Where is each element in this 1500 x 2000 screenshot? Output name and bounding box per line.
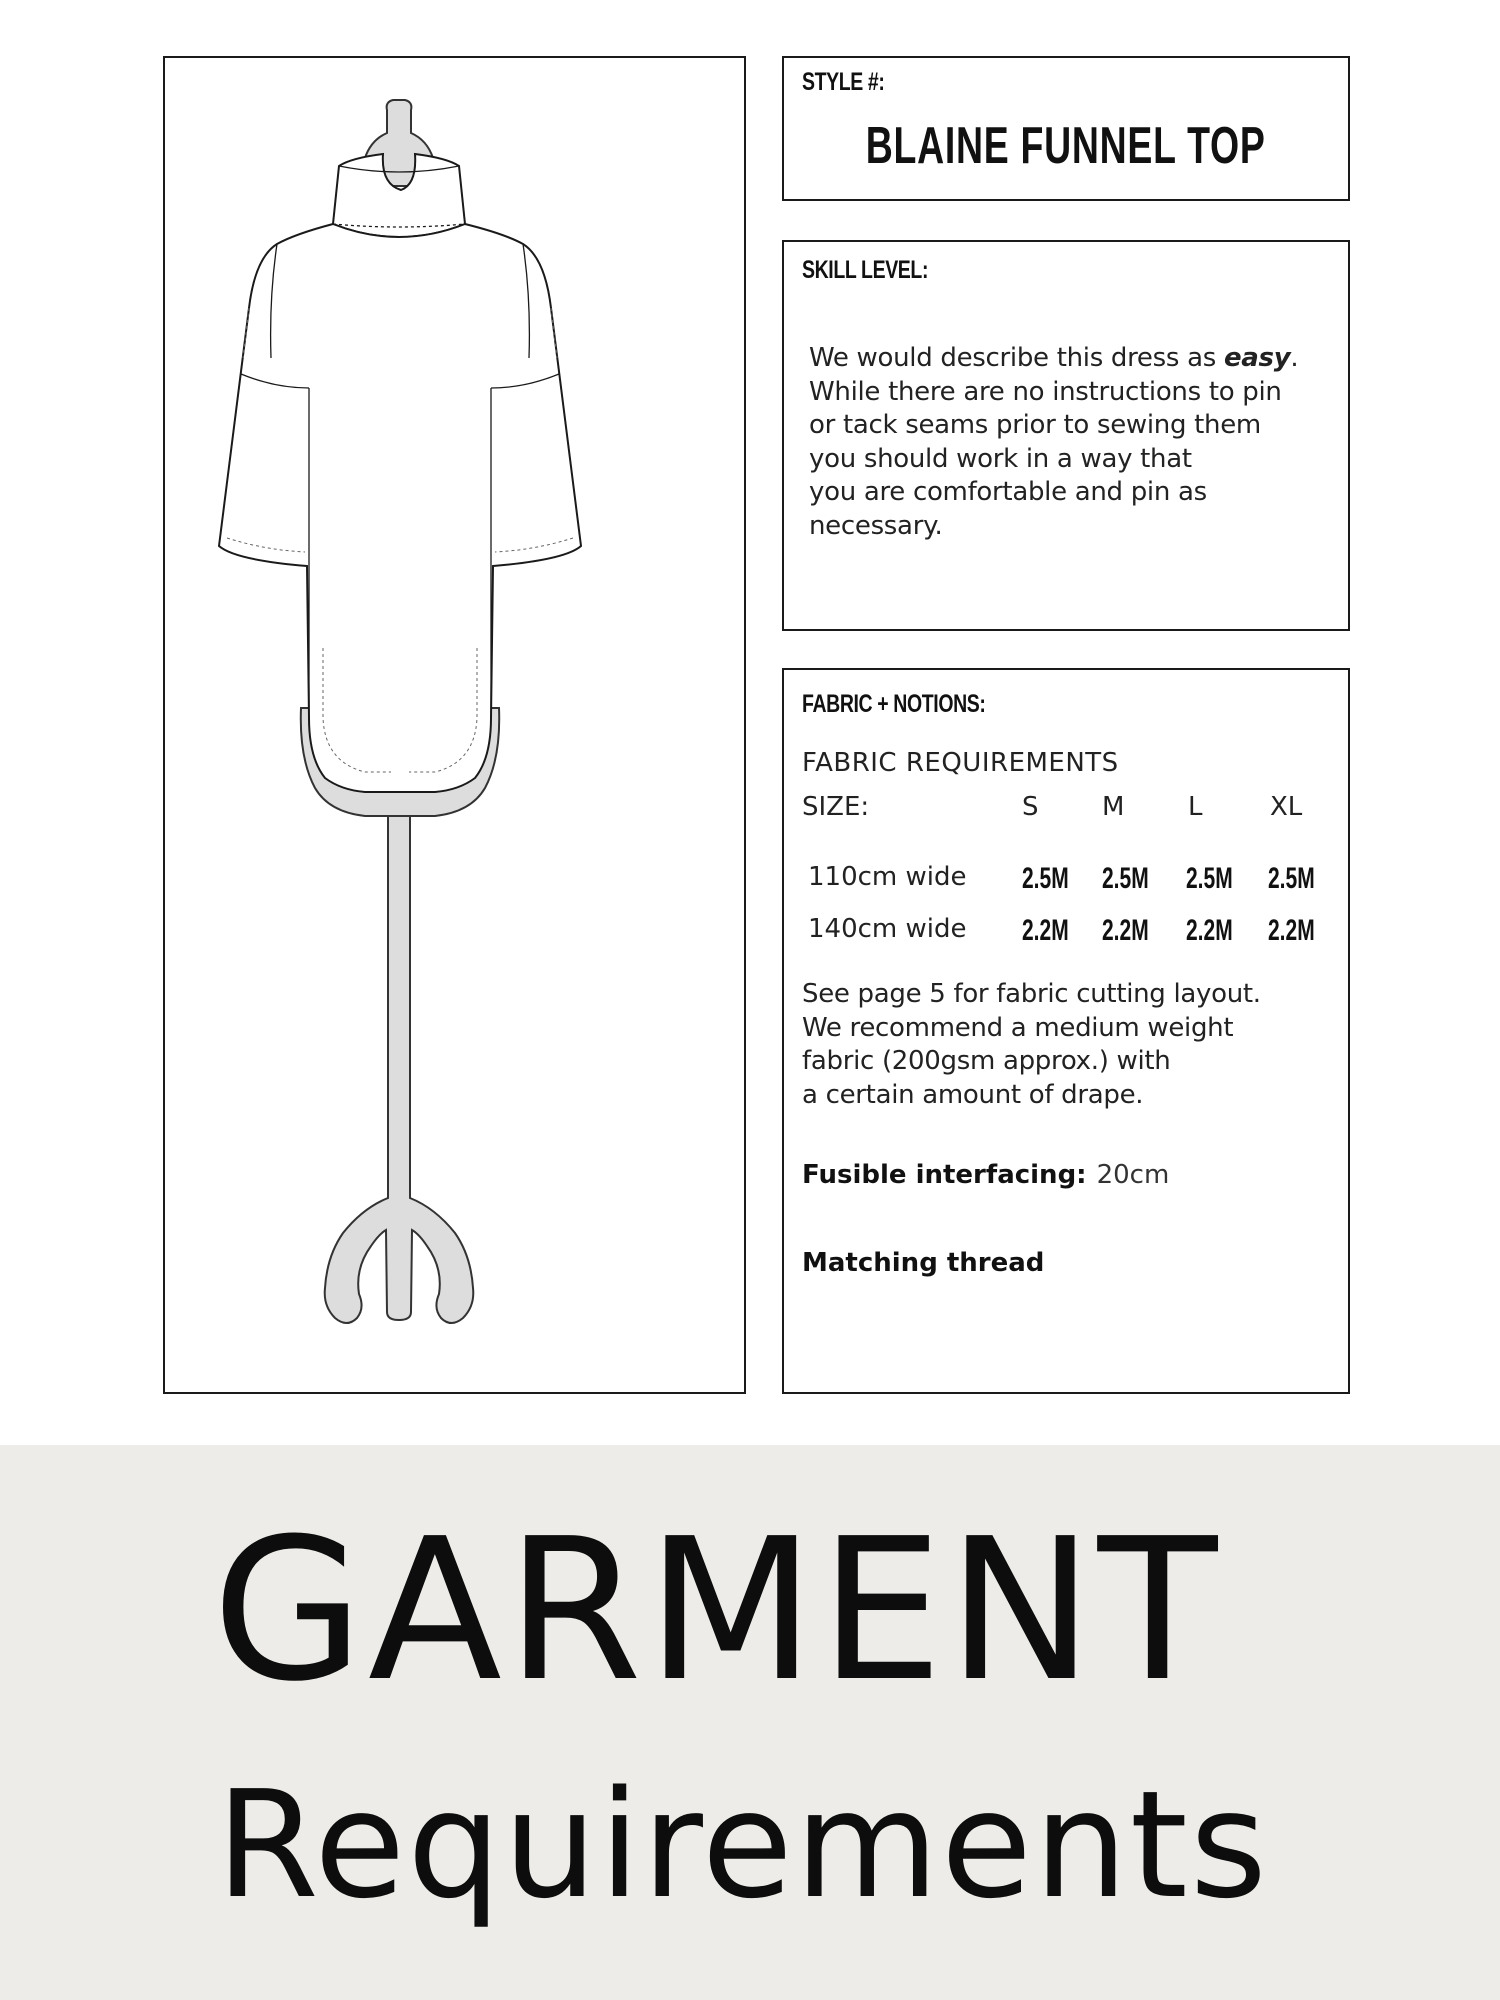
size-col-s: S — [1022, 792, 1039, 822]
thread-note: Matching thread — [802, 1248, 1045, 1278]
size-col-xl: XL — [1270, 792, 1303, 822]
fabric-note — [802, 978, 1342, 1112]
fabric-amount: 2.2M — [1022, 914, 1069, 947]
fabric-amount: 2.2M — [1186, 914, 1233, 947]
fabric-note-line: fabric (200gsm approx.) with — [802, 1046, 1171, 1076]
interfacing-label: Fusible interfacing: — [802, 1160, 1087, 1190]
skill-line-1: We would describe this dress as easy. — [809, 343, 1299, 373]
dress-form-stand — [325, 816, 474, 1323]
fabric-requirements-heading: FABRIC REQUIREMENTS — [802, 748, 1119, 778]
banner-title: GARMENT — [212, 1497, 1222, 1725]
interfacing-value: 20cm — [1096, 1160, 1170, 1190]
size-label: SIZE: — [802, 792, 870, 822]
skill-line-5: you are comfortable and pin as — [809, 477, 1207, 507]
title-banner — [0, 1445, 1500, 2000]
table-row — [802, 914, 1338, 954]
fabric-width-label: 140cm wide — [808, 914, 967, 944]
style-number-label: STYLE #: — [802, 68, 885, 96]
fabric-amount: 2.5M — [1186, 862, 1233, 895]
skill-line-4: you should work in a way that — [809, 443, 1192, 474]
skill-line-2: While there are no instructions to pin — [809, 376, 1282, 407]
size-header-row — [802, 792, 1338, 832]
fabric-amount: 2.5M — [1268, 862, 1315, 895]
fabric-amount: 2.2M — [1102, 914, 1149, 947]
garment-illustration — [165, 58, 744, 1392]
skill-line-6: necessary. — [809, 510, 943, 541]
skill-level-box — [782, 240, 1350, 631]
garment-body — [219, 224, 581, 792]
skill-level-value: easy — [1223, 343, 1291, 373]
interfacing-row — [802, 1160, 1169, 1190]
fabric-note-line: a certain amount of drape. — [802, 1079, 1144, 1110]
banner-subtitle: Requirements — [216, 1759, 1269, 1931]
fabric-note-line: See page 5 for fabric cutting layout. — [802, 979, 1261, 1009]
fabric-amount: 2.5M — [1022, 862, 1069, 895]
skill-level-description — [809, 342, 1339, 543]
fabric-note-line: We recommend a medium weight — [802, 1012, 1234, 1043]
fabric-amount: 2.2M — [1268, 914, 1315, 947]
fabric-notions-label: FABRIC + NOTIONS: — [802, 690, 986, 718]
garment-sketch-panel — [163, 56, 746, 1394]
style-name: BLAINE FUNNEL TOP — [866, 117, 1266, 175]
fabric-amount: 2.5M — [1102, 862, 1149, 895]
size-col-l: L — [1188, 792, 1203, 822]
fabric-width-label: 110cm wide — [808, 862, 967, 892]
style-number-box — [782, 56, 1350, 201]
table-row — [802, 862, 1338, 902]
size-col-m: M — [1102, 792, 1125, 822]
skill-line-3: or tack seams prior to sewing them — [809, 410, 1261, 440]
skill-level-label: SKILL LEVEL: — [802, 256, 929, 284]
fabric-notions-box — [782, 668, 1350, 1394]
